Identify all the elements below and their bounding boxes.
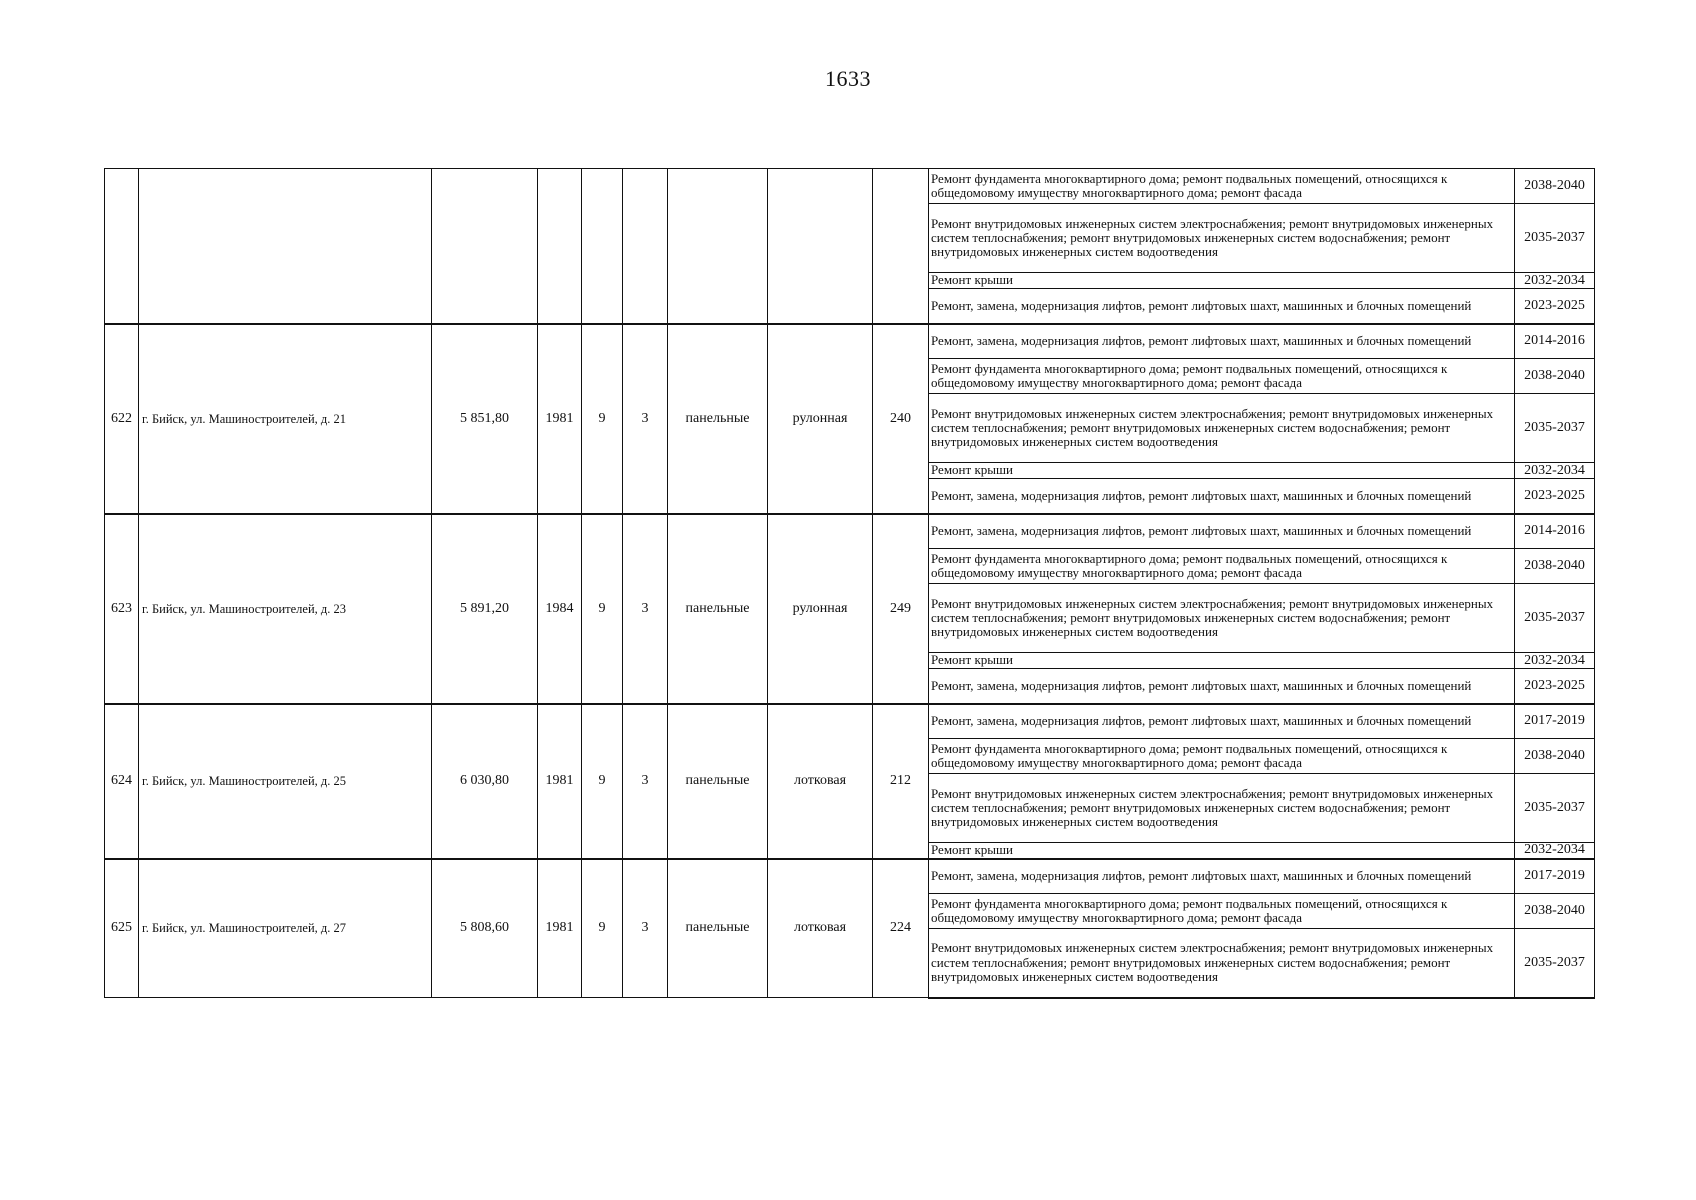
house-year xyxy=(538,169,582,324)
work-period: 2035-2037 xyxy=(1515,204,1595,273)
work-period: 2038-2040 xyxy=(1515,739,1595,774)
work-period: 2032-2034 xyxy=(1515,463,1595,479)
residents-count: 224 xyxy=(873,859,929,998)
work-period: 2023-2025 xyxy=(1515,289,1595,324)
table-row xyxy=(105,859,1595,894)
residents-count: 212 xyxy=(873,704,929,859)
house-entrances xyxy=(623,169,668,324)
work-type: Ремонт крыши xyxy=(929,273,1515,289)
table-row xyxy=(105,704,1595,739)
house-year: 1981 xyxy=(538,859,582,998)
house-address: г. Бийск, ул. Машиностроителей, д. 27 xyxy=(139,859,432,998)
work-type: Ремонт крыши xyxy=(929,463,1515,479)
work-type: Ремонт внутридомовых инженерных систем электроснабжения; ремонт внутридомовых инженерных систем теплоснабжения; ремонт внутридомовых инженерных систем водоснабжения; ремонт внутридомовых инженерных систем водоотведения xyxy=(929,774,1515,843)
work-period: 2038-2040 xyxy=(1515,169,1595,204)
house-address: г. Бийск, ул. Машиностроителей, д. 25 xyxy=(139,704,432,859)
house-area: 6 030,80 xyxy=(432,704,538,859)
house-entrances: 3 xyxy=(623,704,668,859)
house-entrances: 3 xyxy=(623,324,668,514)
house-year: 1984 xyxy=(538,514,582,704)
house-entrances: 3 xyxy=(623,859,668,998)
house-number: 623 xyxy=(105,514,139,704)
work-type: Ремонт, замена, модернизация лифтов, ремонт лифтовых шахт, машинных и блочных помещений xyxy=(929,704,1515,739)
work-period: 2032-2034 xyxy=(1515,273,1595,289)
house-area xyxy=(432,169,538,324)
work-period: 2035-2037 xyxy=(1515,774,1595,843)
table-row xyxy=(105,169,1595,204)
work-period: 2035-2037 xyxy=(1515,394,1595,463)
house-address xyxy=(139,169,432,324)
house-address: г. Бийск, ул. Машиностроителей, д. 23 xyxy=(139,514,432,704)
house-year: 1981 xyxy=(538,324,582,514)
work-period: 2014-2016 xyxy=(1515,514,1595,549)
roof-type: лотковая xyxy=(768,704,873,859)
work-type: Ремонт крыши xyxy=(929,653,1515,669)
work-type: Ремонт внутридомовых инженерных систем электроснабжения; ремонт внутридомовых инженерных систем теплоснабжения; ремонт внутридомовых инженерных систем водоснабжения; ремонт внутридомовых инженерных систем водоотведения xyxy=(929,584,1515,653)
residents-count xyxy=(873,169,929,324)
residents-count: 240 xyxy=(873,324,929,514)
house-floors: 9 xyxy=(582,704,623,859)
wall-material: панельные xyxy=(668,514,768,704)
work-type: Ремонт, замена, модернизация лифтов, ремонт лифтовых шахт, машинных и блочных помещений xyxy=(929,324,1515,359)
house-floors: 9 xyxy=(582,324,623,514)
work-type: Ремонт, замена, модернизация лифтов, ремонт лифтовых шахт, машинных и блочных помещений xyxy=(929,514,1515,549)
work-period: 2038-2040 xyxy=(1515,894,1595,929)
work-period: 2023-2025 xyxy=(1515,669,1595,704)
work-period: 2035-2037 xyxy=(1515,929,1595,998)
work-type: Ремонт фундамента многоквартирного дома; ремонт подвальных помещений, относящихся к общедомовому имуществу многоквартирного дома; ремонт фасада xyxy=(929,549,1515,584)
house-area: 5 891,20 xyxy=(432,514,538,704)
work-period: 2017-2019 xyxy=(1515,859,1595,894)
roof-type: рулонная xyxy=(768,324,873,514)
work-period: 2032-2034 xyxy=(1515,843,1595,859)
house-number xyxy=(105,169,139,324)
house-area: 5 808,60 xyxy=(432,859,538,998)
table-row xyxy=(105,514,1595,549)
work-period: 2032-2034 xyxy=(1515,653,1595,669)
residents-count: 249 xyxy=(873,514,929,704)
table-row xyxy=(105,324,1595,359)
wall-material xyxy=(668,169,768,324)
work-period: 2038-2040 xyxy=(1515,359,1595,394)
house-area: 5 851,80 xyxy=(432,324,538,514)
work-period: 2017-2019 xyxy=(1515,704,1595,739)
work-period: 2038-2040 xyxy=(1515,549,1595,584)
work-type: Ремонт внутридомовых инженерных систем электроснабжения; ремонт внутридомовых инженерных систем теплоснабжения; ремонт внутридомовых инженерных систем водоснабжения; ремонт внутридомовых инженерных систем водоотведения xyxy=(929,929,1515,998)
wall-material: панельные xyxy=(668,704,768,859)
work-type: Ремонт внутридомовых инженерных систем электроснабжения; ремонт внутридомовых инженерных систем теплоснабжения; ремонт внутридомовых инженерных систем водоснабжения; ремонт внутридомовых инженерных систем водоотведения xyxy=(929,394,1515,463)
house-number: 622 xyxy=(105,324,139,514)
work-type: Ремонт, замена, модернизация лифтов, ремонт лифтовых шахт, машинных и блочных помещений xyxy=(929,859,1515,894)
house-floors xyxy=(582,169,623,324)
wall-material: панельные xyxy=(668,324,768,514)
housing-register-table xyxy=(104,168,1595,999)
house-floors: 9 xyxy=(582,514,623,704)
house-number: 624 xyxy=(105,704,139,859)
work-type: Ремонт внутридомовых инженерных систем электроснабжения; ремонт внутридомовых инженерных систем теплоснабжения; ремонт внутридомовых инженерных систем водоснабжения; ремонт внутридомовых инженерных систем водоотведения xyxy=(929,204,1515,273)
work-period: 2014-2016 xyxy=(1515,324,1595,359)
house-address: г. Бийск, ул. Машиностроителей, д. 21 xyxy=(139,324,432,514)
page-number: 1633 xyxy=(825,66,871,91)
work-type: Ремонт фундамента многоквартирного дома; ремонт подвальных помещений, относящихся к общедомовому имуществу многоквартирного дома; ремонт фасада xyxy=(929,894,1515,929)
roof-type: рулонная xyxy=(768,514,873,704)
house-number: 625 xyxy=(105,859,139,998)
house-year: 1981 xyxy=(538,704,582,859)
house-entrances: 3 xyxy=(623,514,668,704)
work-period: 2035-2037 xyxy=(1515,584,1595,653)
house-floors: 9 xyxy=(582,859,623,998)
work-type: Ремонт, замена, модернизация лифтов, ремонт лифтовых шахт, машинных и блочных помещений xyxy=(929,479,1515,514)
work-type: Ремонт, замена, модернизация лифтов, ремонт лифтовых шахт, машинных и блочных помещений xyxy=(929,289,1515,324)
roof-type: лотковая xyxy=(768,859,873,998)
work-period: 2023-2025 xyxy=(1515,479,1595,514)
work-type: Ремонт фундамента многоквартирного дома; ремонт подвальных помещений, относящихся к общедомовому имуществу многоквартирного дома; ремонт фасада xyxy=(929,739,1515,774)
work-type: Ремонт крыши xyxy=(929,843,1515,859)
work-type: Ремонт, замена, модернизация лифтов, ремонт лифтовых шахт, машинных и блочных помещений xyxy=(929,669,1515,704)
work-type: Ремонт фундамента многоквартирного дома; ремонт подвальных помещений, относящихся к общедомовому имуществу многоквартирного дома; ремонт фасада xyxy=(929,359,1515,394)
wall-material: панельные xyxy=(668,859,768,998)
register-body xyxy=(105,169,1595,998)
roof-type xyxy=(768,169,873,324)
work-type: Ремонт фундамента многоквартирного дома; ремонт подвальных помещений, относящихся к общедомовому имуществу многоквартирного дома; ремонт фасада xyxy=(929,169,1515,204)
